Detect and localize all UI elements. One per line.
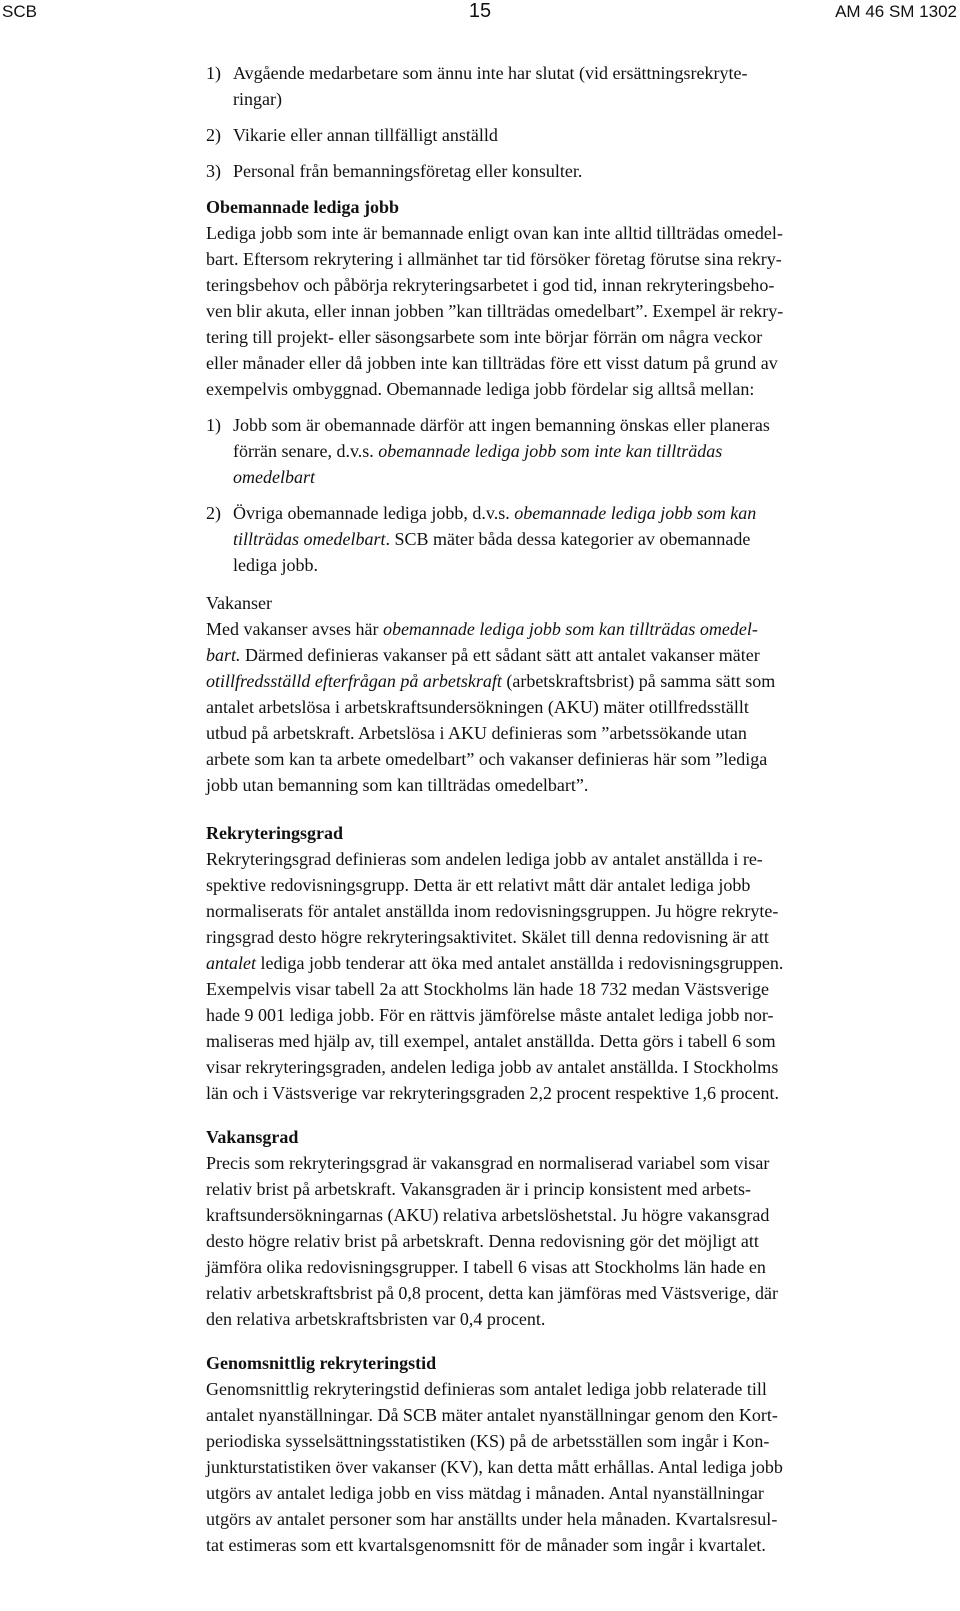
paragraph-text: Därmed definieras vakanser på ett sådant sätt att antalet vakanser mäter xyxy=(240,645,760,665)
list-text: Personal från bemanningsföretag eller konsulter. xyxy=(233,161,583,181)
list-text-italic: tillträdas omedelbart xyxy=(233,529,386,549)
paragraph-line: kraftsundersökningarnas (AKU) relativa arbetslöshetstal. Ju högre vakansgrad xyxy=(206,1205,770,1225)
list-number: 2) xyxy=(206,503,221,523)
paragraph-line: relativ brist på arbetskraft. Vakansgraden är i princip konsistent med arbets- xyxy=(206,1179,751,1199)
paragraph-line: teringsbehov och påbörja rekryteringsarbetet i god tid, innan rekryteringsbeho- xyxy=(206,275,775,295)
paragraph-line: utgörs av antalet lediga jobb en viss mätdag i månaden. Antal nyanställningar xyxy=(206,1483,764,1503)
document-body xyxy=(206,60,930,1558)
section-heading: Vakanser xyxy=(206,593,272,613)
list-text-italic: obemannade lediga jobb som kan xyxy=(514,503,757,523)
paragraph-line: antalet nyanställningar. Då SCB mäter antalet nyanställningar genom den Kort- xyxy=(206,1405,778,1425)
list-text: förrän senare, d.v.s. xyxy=(233,441,379,461)
paragraph-line: tering till projekt- eller säsongsarbete som inte börjar förrän om några veckor xyxy=(206,327,763,347)
paragraph-line: periodiska sysselsättningsstatistiken (KS) på de arbetsställen som ingår i Kon- xyxy=(206,1431,770,1451)
list-text: ringar) xyxy=(233,89,282,109)
list-text: Avgående medarbetare som ännu inte har slutat (vid ersättningsrekryte- xyxy=(233,63,748,83)
list-text-italic: obemannade lediga jobb som inte kan tillträdas xyxy=(378,441,723,461)
paragraph-text: lediga jobb tenderar att öka med antalet anställda i redovisningsgruppen. xyxy=(256,953,784,973)
paragraph-line: län och i Västsverige var rekryteringsgraden 2,2 procent respektive 1,6 procent. xyxy=(206,1083,779,1103)
list-text: Vikarie eller annan tillfälligt anställd xyxy=(233,125,498,145)
list-item xyxy=(206,60,930,112)
paragraph-line: maliseras med hjälp av, till exempel, antalet anställda. Detta görs i tabell 6 som xyxy=(206,1031,776,1051)
paragraph-line: visar rekryteringsgraden, andelen lediga jobb av antalet anställda. I Stockholms xyxy=(206,1057,779,1077)
paragraph-line: utbud på arbetskraft. Arbetslösa i AKU definieras som ”arbetssökande utan xyxy=(206,723,747,743)
list-item xyxy=(206,158,930,184)
page-number: 15 xyxy=(468,0,492,22)
paragraph-italic: antalet xyxy=(206,953,256,973)
paragraph-italic: bart. xyxy=(206,645,241,665)
paragraph-line: normaliserats för antalet anställda inom redovisningsgruppen. Ju högre rekryte- xyxy=(206,901,779,921)
list-number: 2) xyxy=(206,125,221,145)
paragraph-line: tat estimeras som ett kvartalsgenomsnitt för de månader som ingår i kvartalet. xyxy=(206,1535,766,1555)
list-text: lediga jobb. xyxy=(233,555,318,575)
list-text: Jobb som är obemannade därför att ingen bemanning önskas eller planeras xyxy=(233,415,770,435)
paragraph-line: antalet arbetslösa i arbetskraftsundersökningen (AKU) mäter otillfredsställt xyxy=(206,697,749,717)
paragraph-line: exempelvis ombyggnad. Obemannade lediga jobb fördelar sig alltså mellan: xyxy=(206,379,755,399)
paragraph-line: relativ arbetskraftsbrist på 0,8 procent, detta kan jämföras med Västsverige, där xyxy=(206,1283,778,1303)
paragraph-line: Precis som rekryteringsgrad är vakansgrad en normaliserad variabel som visar xyxy=(206,1153,770,1173)
list-item xyxy=(206,500,930,578)
paragraph-line: junkturstatistiken över vakanser (KV), kan detta mått erhållas. Antal lediga jobb xyxy=(206,1457,783,1477)
paragraph-line: hade 9 001 lediga jobb. För en rättvis jämförelse måste antalet lediga jobb nor- xyxy=(206,1005,774,1025)
list-number: 1) xyxy=(206,63,221,83)
paragraph-line: bart. Eftersom rekrytering i allmänhet tar tid försöker företag förutse sina rekry- xyxy=(206,249,782,269)
paragraph-line: jobb utan bemanning som kan tillträdas omedelbart”. xyxy=(206,775,589,795)
document-code: AM 46 SM 1302 xyxy=(835,2,957,21)
list-number: 1) xyxy=(206,415,221,435)
paragraph-line: jämföra olika redovisningsgrupper. I tabell 6 visas att Stockholms län hade en xyxy=(206,1257,766,1277)
section-heading: Rekryteringsgrad xyxy=(206,823,343,843)
paragraph-text: (arbetskraftsbrist) på samma sätt som xyxy=(501,671,776,691)
list-text: . SCB mäter båda dessa kategorier av obemannade xyxy=(385,529,751,549)
paragraph-line: utgörs av antalet personer som har anställts under hela månaden. Kvartalsresul- xyxy=(206,1509,778,1529)
paragraph-italic: obemannade lediga jobb som kan tillträdas omedel- xyxy=(382,619,758,639)
paragraph-line: ven blir akuta, eller innan jobben ”kan tillträdas omedelbart”. Exempel är rekry- xyxy=(206,301,784,321)
section-heading: Genomsnittlig rekryteringstid xyxy=(206,1353,437,1373)
list-item xyxy=(206,122,930,148)
paragraph-line: Exempelvis visar tabell 2a att Stockholms län hade 18 732 medan Västsverige xyxy=(206,979,770,999)
list-number: 3) xyxy=(206,161,221,181)
paragraph-line: den relativa arbetskraftsbristen var 0,4 procent. xyxy=(206,1309,546,1329)
list-text: Övriga obemannade lediga jobb, d.v.s. xyxy=(233,503,515,523)
section-heading: Vakansgrad xyxy=(206,1127,299,1147)
paragraph-text: Med vakanser avses här xyxy=(206,619,383,639)
paragraph-line: arbete som kan ta arbete omedelbart” och vakanser definieras här som ”lediga xyxy=(206,749,768,769)
paragraph-line: Lediga jobb som inte är bemannade enligt ovan kan inte alltid tillträdas omedel- xyxy=(206,223,783,243)
list-item xyxy=(206,412,930,490)
paragraph-line: desto högre relativ brist på arbetskraft. Denna redovisning gör det möjligt att xyxy=(206,1231,759,1251)
header-left: SCB xyxy=(2,2,37,21)
paragraph-italic: otillfredsställd efterfrågan på arbetskraft xyxy=(206,671,502,691)
paragraph-line: eller månader eller då jobben inte kan tillträdas före ett visst datum på grund av xyxy=(206,353,778,373)
paragraph-line: Rekryteringsgrad definieras som andelen lediga jobb av antalet anställda i re- xyxy=(206,849,763,869)
list-text-italic: omedelbart xyxy=(233,467,315,487)
paragraph-line: ringsgrad desto högre rekryteringsaktivitet. Skälet till denna redovisning är att xyxy=(206,927,769,947)
paragraph-line: spektive redovisningsgrupp. Detta är ett relativt mått där antalet lediga jobb xyxy=(206,875,751,895)
paragraph-line: Genomsnittlig rekryteringstid definieras som antalet lediga jobb relaterade till xyxy=(206,1379,767,1399)
section-heading: Obemannade lediga jobb xyxy=(206,197,400,217)
